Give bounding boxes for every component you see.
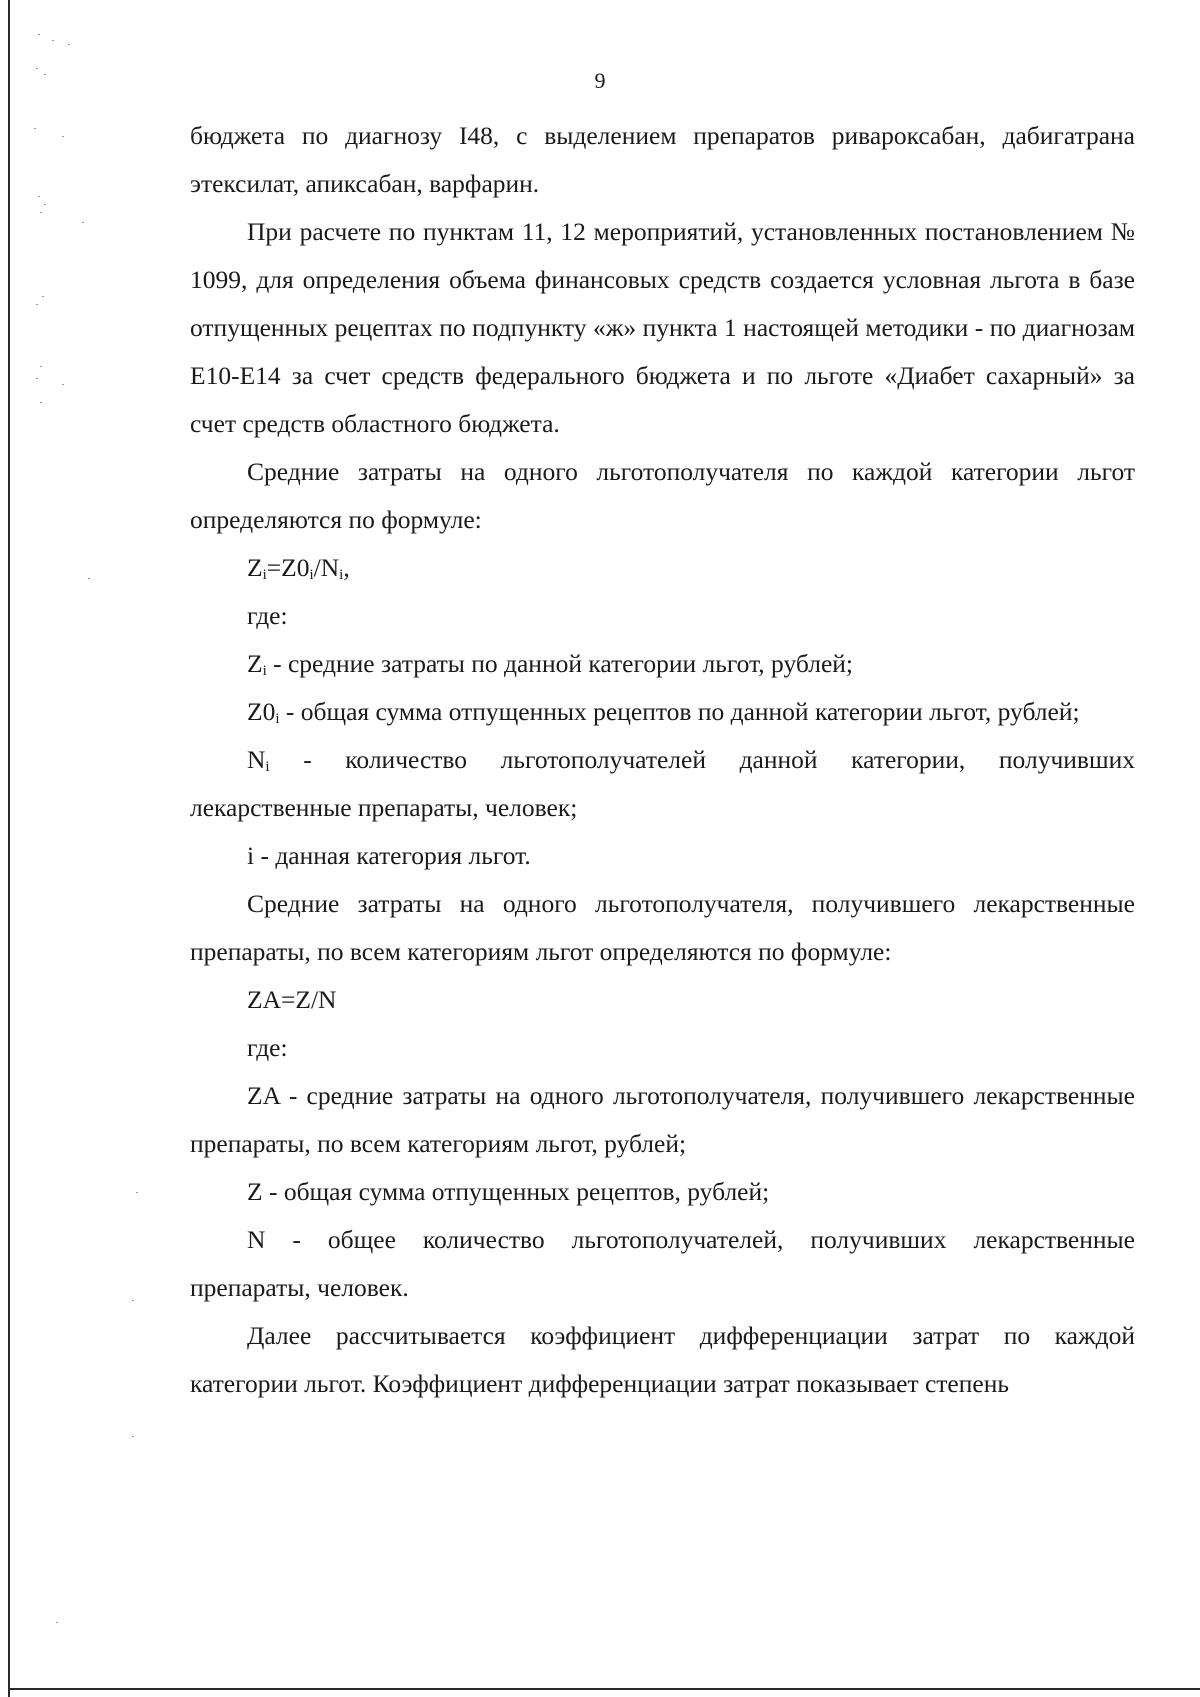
paragraph-differentiation-coefficient: Далее рассчитывается коэффициент дифференциации затрат по каждой категории льгот. Коэффициент дифференциации затрат показывает степень <box>190 1321 1135 1398</box>
formula-zi <box>190 544 1135 592</box>
paragraph-average-cost-intro: Средние затраты на одного льготополучателя по каждой категории льгот определяются по формуле: <box>190 457 1135 534</box>
formula-zi-z: Z <box>247 553 263 582</box>
body-text <box>190 112 1135 1408</box>
definition-z0i-text: - общая сумма отпущенных рецептов по данной категории льгот, рублей; <box>279 697 1080 726</box>
definition-zi <box>190 640 1135 688</box>
paragraph-continuation: бюджета по диагнозу I48, с выделением препаратов ривароксабан, дабигатрана этексилат, апиксабан, варфарин. <box>190 121 1135 198</box>
where-label-2: где: <box>247 1033 288 1062</box>
paragraph-average-cost-all: Средние затраты на одного льготополучателя, получившего лекарственные препараты, по всем категориям льгот определяются по формуле: <box>190 889 1135 966</box>
formula-za: ZA=Z/N <box>247 985 337 1014</box>
formula-zi-eq: =Z0 <box>266 553 310 582</box>
formula-zi-z-subscript: i <box>262 567 267 583</box>
definition-zi-symbol: Z <box>247 649 263 678</box>
definition-n: N - общее количество льготополучателей, получивших лекарственные препараты, человек. <box>190 1225 1135 1302</box>
formula-zi-n-subscript: i <box>339 567 344 583</box>
definition-zi-subscript: i <box>262 663 267 679</box>
definition-ni-subscript: i <box>265 759 270 775</box>
definition-ni-text: - количество льготополучателей данной категории, получивших лекарственные препараты, человек; <box>190 745 1135 822</box>
page-number: 9 <box>594 68 606 93</box>
definition-z0i-subscript: i <box>275 711 280 727</box>
formula-zi-slash: /N <box>313 553 340 582</box>
paragraph-calculation-points: При расчете по пунктам 11, 12 мероприятий, установленных постановлением № 1099, для определения объема финансовых средств создается условная льгота в базе отпущенных рецептах по подпункту «ж» пункта 1 настоящей методики - по диагнозам E10-E14 за счет средств федерального бюджета и по льготе «Диабет сахарный» за счет средств областного бюджета. <box>190 217 1135 438</box>
formula-zi-end: , <box>343 553 350 582</box>
where-label-1: где: <box>247 601 288 630</box>
definition-i: i - данная категория льгот. <box>247 841 531 870</box>
scan-border-left <box>8 0 10 1697</box>
formula-zi-z0-subscript: i <box>309 567 314 583</box>
definition-z0i <box>190 688 1135 736</box>
definition-zi-text: - средние затраты по данной категории льгот, рублей; <box>266 649 854 678</box>
definition-ni <box>190 736 1135 832</box>
definition-za: ZA - средние затраты на одного льготополучателя, получившего лекарственные препараты, по всем категориям льгот, рублей; <box>190 1081 1135 1158</box>
definition-z0i-symbol: Z0 <box>247 697 276 726</box>
definition-ni-symbol: N <box>247 745 266 774</box>
scan-border-bottom <box>8 1688 1200 1690</box>
definition-z: Z - общая сумма отпущенных рецептов, рублей; <box>247 1177 770 1206</box>
